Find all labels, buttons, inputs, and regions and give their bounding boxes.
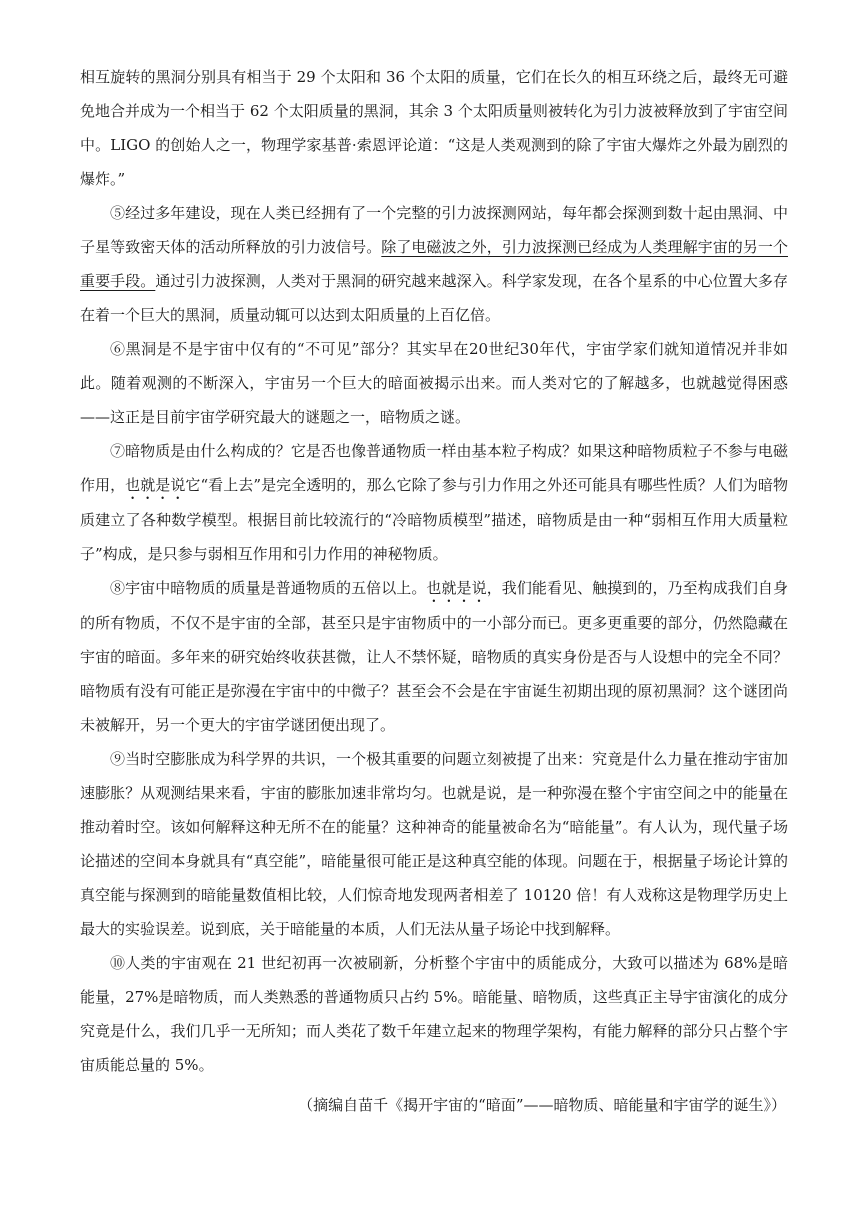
paragraph-8 xyxy=(80,571,788,742)
paragraph-6: ⑥黑洞是不是宇宙中仅有的“不可见”部分？其实早在20世纪30年代，宇宙学家们就知道情况并非如此。随着观测的不断深入，宇宙另一个巨大的暗面被揭示出来。而人类对它的了解越多，也就越觉得困惑——这正是目前宇宙学研究最大的谜题之一，暗物质之谜。 xyxy=(80,340,788,426)
paragraph-5-underlined-sentence: 除了电磁波之外，引力波探测已经成为人类理解宇宙的另一个重要手段。 xyxy=(80,238,788,290)
paragraph-5 xyxy=(80,196,788,332)
paragraph-5-text-before: ⑤经过多年建设，现在人类已经拥有了一个完整的引力波探测网站，每年都会探测到数十起由黑洞、中子星等致密天体的活动所释放的引力波信号。 xyxy=(80,204,788,256)
paragraph-7-text-before: ⑦暗物质是由什么构成的？它是否也像普通物质一样由基本粒子构成？如果这种暗物质粒子不参与电磁作用， xyxy=(80,442,788,494)
paragraph-8-text-before: ⑧宇宙中暗物质的质量是普通物质的五倍以上。 xyxy=(110,579,427,597)
paragraph-7 xyxy=(80,434,788,571)
article-page xyxy=(80,60,788,1122)
paragraph-7-text-after: 它“看上去”是完全透明的，那么它除了参与引力作用之外还可能具有哪些性质？人们为暗物质建立了各种数学模型。根据目前比较流行的“冷暗物质模型”描述，暗物质是由一种“弱相互作用大质量粒子”构成，是只参与弱相互作用和引力作用的神秘物质。 xyxy=(80,476,788,563)
paragraph-5-text-after: 通过引力波探测，人类对于黑洞的研究越来越深入。科学家发现，在各个星系的中心位置大多存在着一个巨大的黑洞，质量动辄可以达到太阳质量的上百亿倍。 xyxy=(80,272,788,324)
paragraph-9: ⑨当时空膨胀成为科学界的共识，一个极其重要的问题立刻被提了出来：究竟是什么力量在推动宇宙加速膨胀？从观测结果来看，宇宙的膨胀加速非常均匀。也就是说，是一种弥漫在整个宇宙空间之中的能量在推动着时空。该如何解释这种无所不在的能量？这种神奇的能量被命名为“暗能量”。有人认为，现代量子场论描述的空间本身就具有“真空能”，暗能量很可能正是这种真空能的体现。问题在于，根据量子场论计算的真空能与探测到的暗能量数值相比较，人们惊奇地发现两者相差了 10120 倍！有人戏称这是物理学历史上最大的实验误差。说到底，关于暗能量的本质，人们无法从量子场论中找到解释。 xyxy=(80,750,788,938)
paragraph-10: ⑩人类的宇宙观在 21 世纪初再一次被刷新，分析整个宇宙中的质能成分，大致可以描述为 68%是暗能量，27%是暗物质，而人类熟悉的普通物质只占约 5%。暗能量、暗物质，这些真正主导宇宙演化的成分究竟是什么，我们几乎一无所知；而人类花了数千年建立起来的物理学架构，有能力解释的部分只占整个宇宙质能总量的 5%。 xyxy=(80,954,788,1074)
paragraph-4-continued: 相互旋转的黑洞分别具有相当于 29 个太阳和 36 个太阳的质量，它们在长久的相互环绕之后，最终无可避免地合并成为一个相当于 62 个太阳质量的黑洞，其余 3 个太阳质量则被转化为引力波被释放到了宇宙空间中。LIGO 的创始人之一，物理学家基普·索恩评论道：“这是人类观测到的除了宇宙大爆炸之外最为剧烈的爆炸。” xyxy=(80,68,788,188)
paragraph-8-text-after: ，我们能看见、触摸到的，乃至构成我们自身的所有物质，不仅不是宇宙的全部，甚至只是宇宙物质中的一小部分而已。更多更重要的部分，仍然隐藏在宇宙的暗面。多年来的研究始终收获甚微，让人不禁怀疑，暗物质的真实身份是否与人设想中的完全不同？暗物质有没有可能正是弥漫在宇宙中的中微子？甚至会不会是在宇宙诞生初期出现的原初黑洞？这个谜团尚未被解开，另一个更大的宇宙学谜团便出现了。 xyxy=(80,579,788,734)
paragraph-7-dotted-phrase: 也就是说 xyxy=(125,476,186,494)
paragraph-8-dotted-phrase: 也就是说 xyxy=(426,579,487,597)
source-citation: （摘编自苗千《揭开宇宙的“暗面”——暗物质、暗能量和宇宙学的诞生》） xyxy=(298,1096,786,1114)
